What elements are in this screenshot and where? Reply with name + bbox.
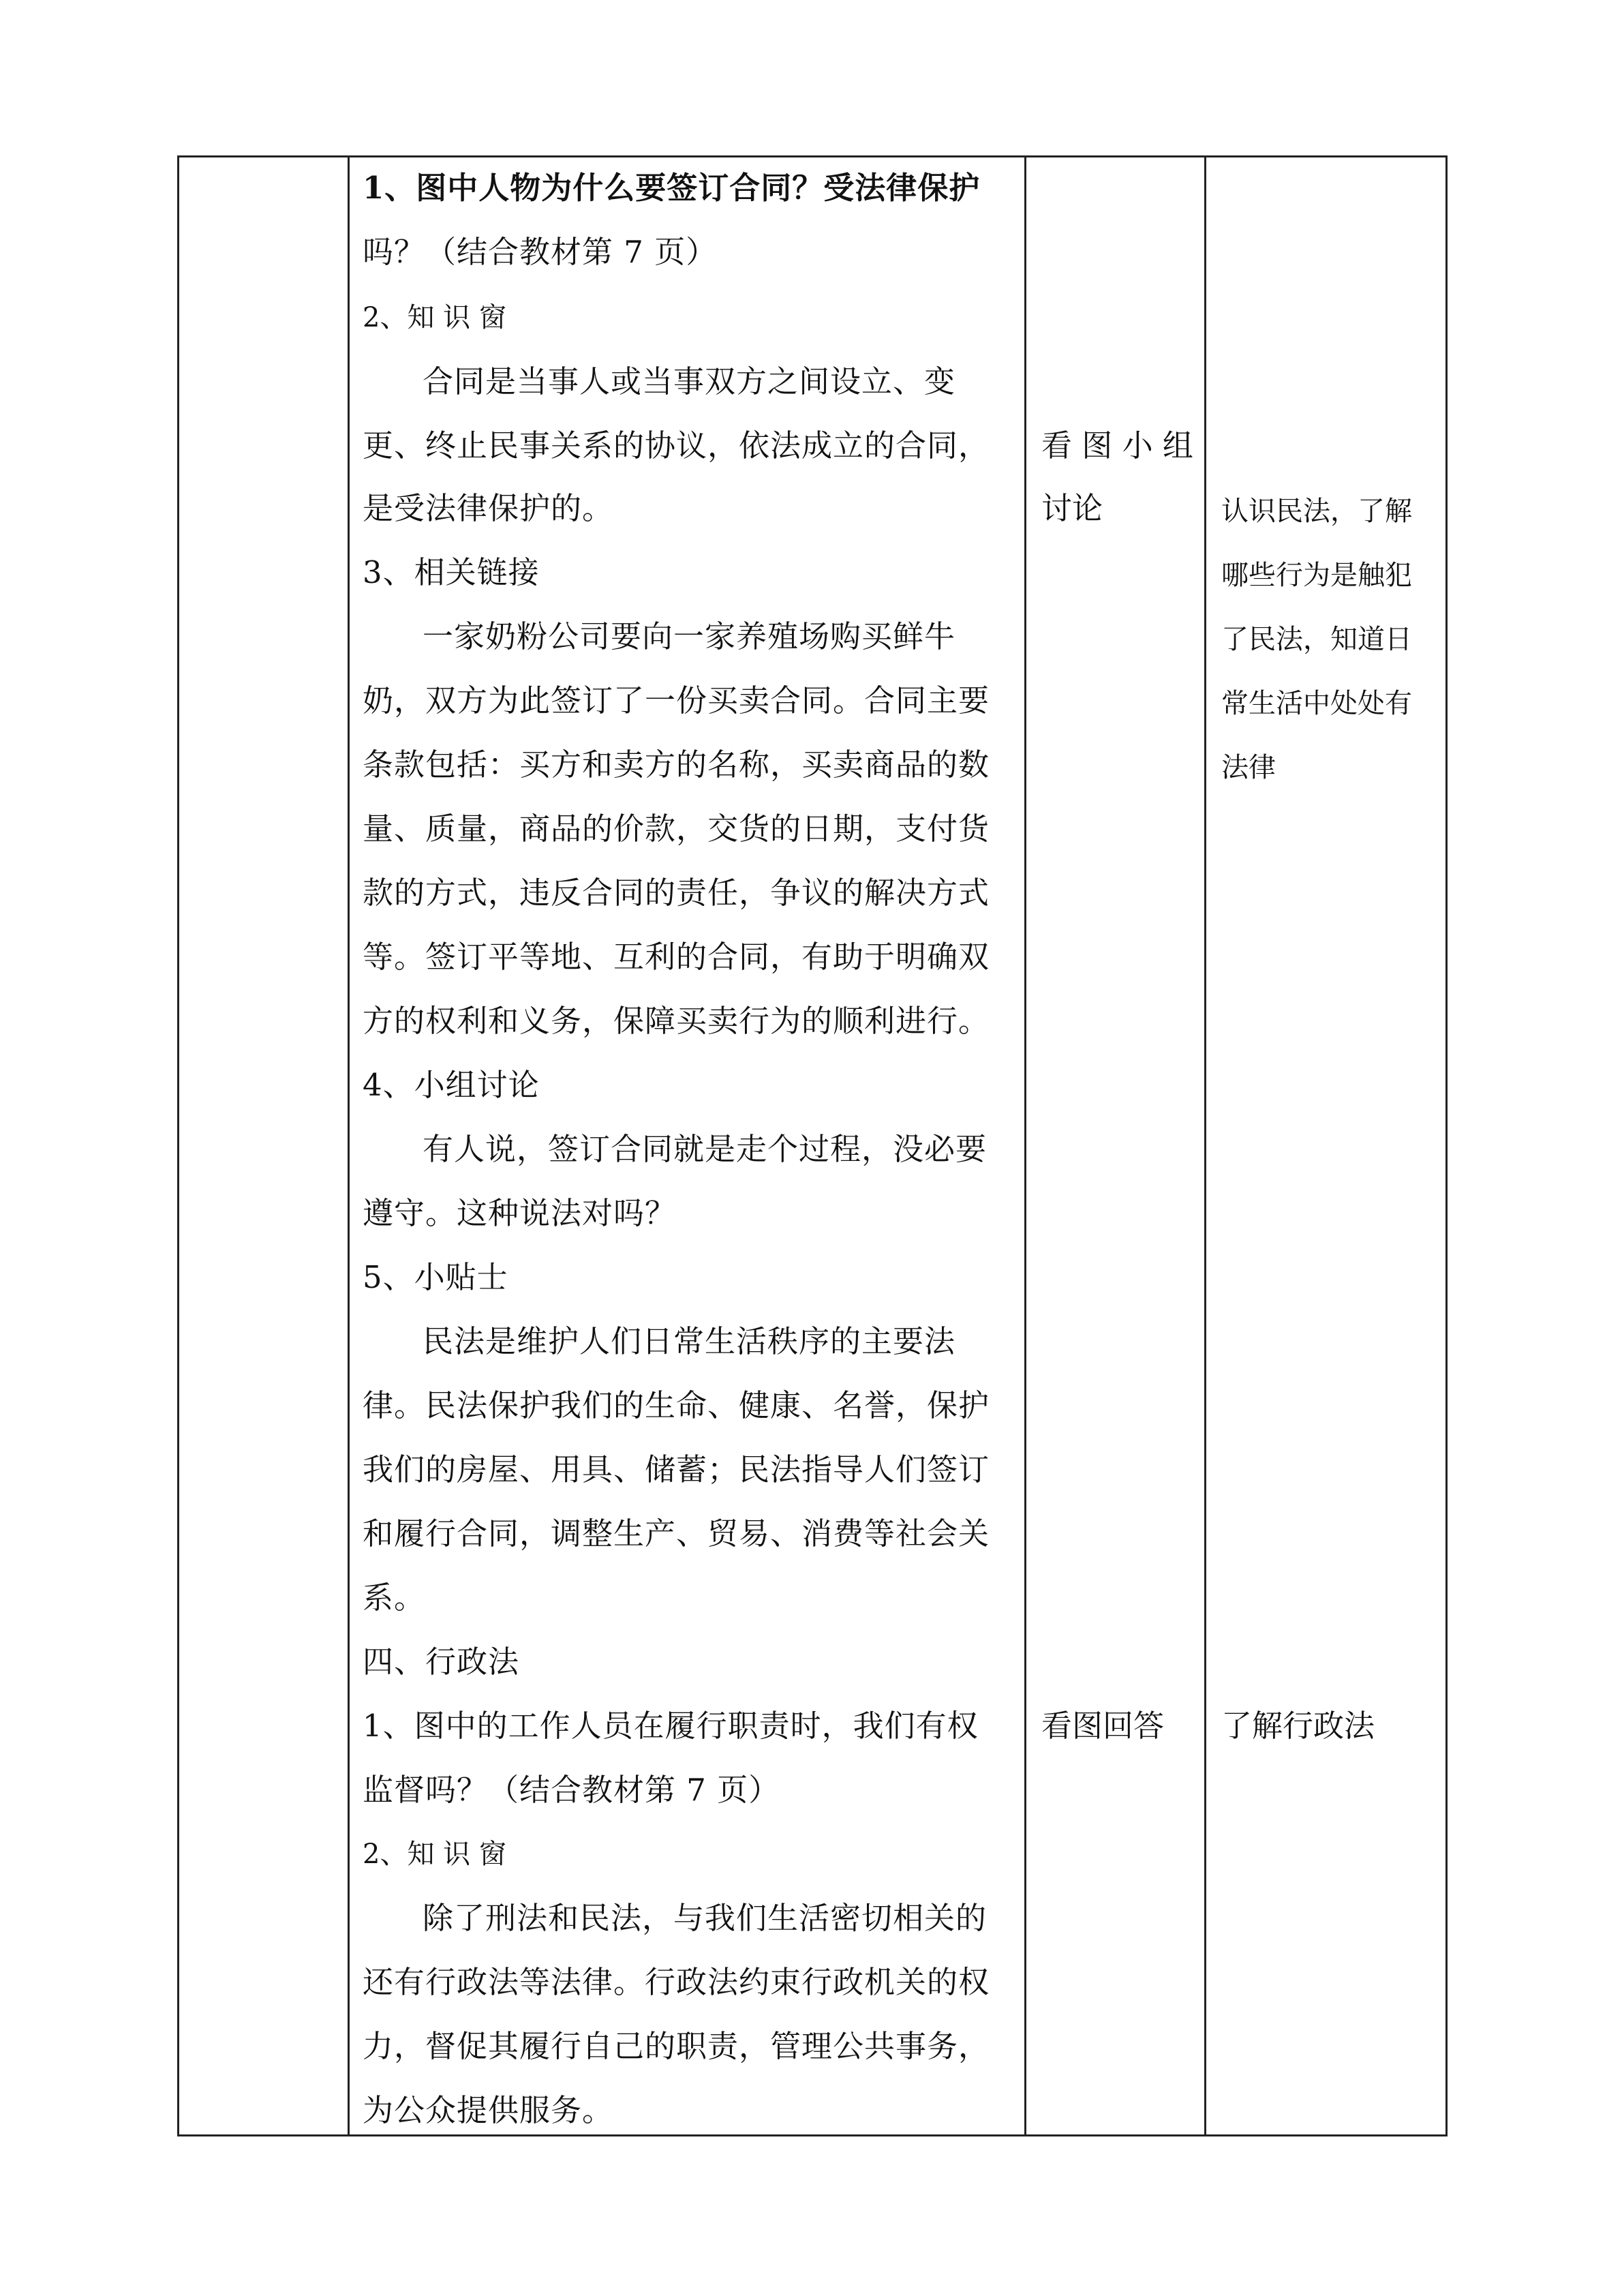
related-link-line: 奶，双方为此签订了一份买卖合同。合同主要 <box>363 682 990 719</box>
tips-line: 系。 <box>363 1580 426 1616</box>
related-link-line: 一家奶粉公司要向一家养殖场购买鲜牛 <box>423 618 956 654</box>
knowledge-window-line: 为公众提供服务。 <box>363 2092 614 2128</box>
goal-civil-line: 认识民法，了解 <box>1221 496 1412 527</box>
tips-line: 民法是维护人们日常生活秩序的主要法 <box>423 1323 956 1359</box>
knowledge-window-line: 合同是当事人或当事双方之间设立、变 <box>423 363 956 399</box>
method-civil-line: 讨论 <box>1041 490 1103 526</box>
goal-civil-line: 法律 <box>1221 752 1276 783</box>
knowledge-window-line: 是受法律保护的。 <box>363 490 614 526</box>
knowledge-window-title: 2、知 识 窗 <box>363 302 506 333</box>
related-link-line: 条款包括：买方和卖方的名称，买卖商品的数 <box>363 746 990 783</box>
column-divider <box>1024 155 1026 2136</box>
stage-column <box>179 155 348 2136</box>
admin-question-line: 1、图中的工作人员在履行职责时，我们有权 <box>363 1708 979 1744</box>
column-divider <box>1204 155 1206 2136</box>
method-admin: 看图回答 <box>1041 1708 1165 1744</box>
group-discussion-line: 有人说，签订合同就是走个过程，没必要 <box>423 1131 988 1167</box>
administrative-law-heading: 四、行政法 <box>363 1644 520 1680</box>
knowledge-window-line: 力，督促其履行自己的职责，管理公共事务， <box>363 2028 990 2064</box>
civil-question-line: 1、图中人物为什么要签订合同？受法律保护 <box>363 170 981 206</box>
goal-admin: 了解行政法 <box>1221 1708 1375 1744</box>
knowledge-window-line: 除了刑法和民法，与我们生活密切相关的 <box>423 1900 988 1936</box>
knowledge-window-title: 2、知 识 窗 <box>363 1839 506 1870</box>
knowledge-window-line: 更、终止民事关系的协议，依法成立的合同， <box>363 427 990 464</box>
civil-question-line: 吗？（结合教材第 7 页） <box>363 234 718 270</box>
goal-civil-line: 了民法，知道日 <box>1221 624 1412 655</box>
admin-question-line: 监督吗？（结合教材第 7 页） <box>363 1772 780 1808</box>
tips-line: 和履行合同，调整生产、贸易、消费等社会关 <box>363 1515 990 1552</box>
goal-civil-line: 常生活中处处有 <box>1221 688 1412 719</box>
related-link-title: 3、相关链接 <box>363 554 540 590</box>
method-civil-line: 看 图 小 组 <box>1041 427 1193 464</box>
related-link-line: 款的方式，违反合同的责任，争议的解决方式 <box>363 875 990 911</box>
goal-civil-line: 哪些行为是触犯 <box>1221 560 1412 591</box>
knowledge-window-line: 还有行政法等法律。行政法约束行政机关的权 <box>363 1964 990 2000</box>
column-divider <box>348 155 350 2136</box>
group-discussion-title: 4、小组讨论 <box>363 1067 540 1103</box>
group-discussion-line: 遵守。这种说法对吗？ <box>363 1195 677 1231</box>
related-link-line: 等。签订平等地、互利的合同，有助于明确双 <box>363 939 990 975</box>
tips-line: 律。民法保护我们的生命、健康、名誉，保护 <box>363 1387 990 1423</box>
tips-title: 5、小贴士 <box>363 1259 508 1295</box>
tips-line: 我们的房屋、用具、储蓄；民法指导人们签订 <box>363 1451 990 1487</box>
related-link-line: 量、质量，商品的价款，交货的日期，支付货 <box>363 811 990 847</box>
related-link-line: 方的权利和义务，保障买卖行为的顺利进行。 <box>363 1003 990 1039</box>
